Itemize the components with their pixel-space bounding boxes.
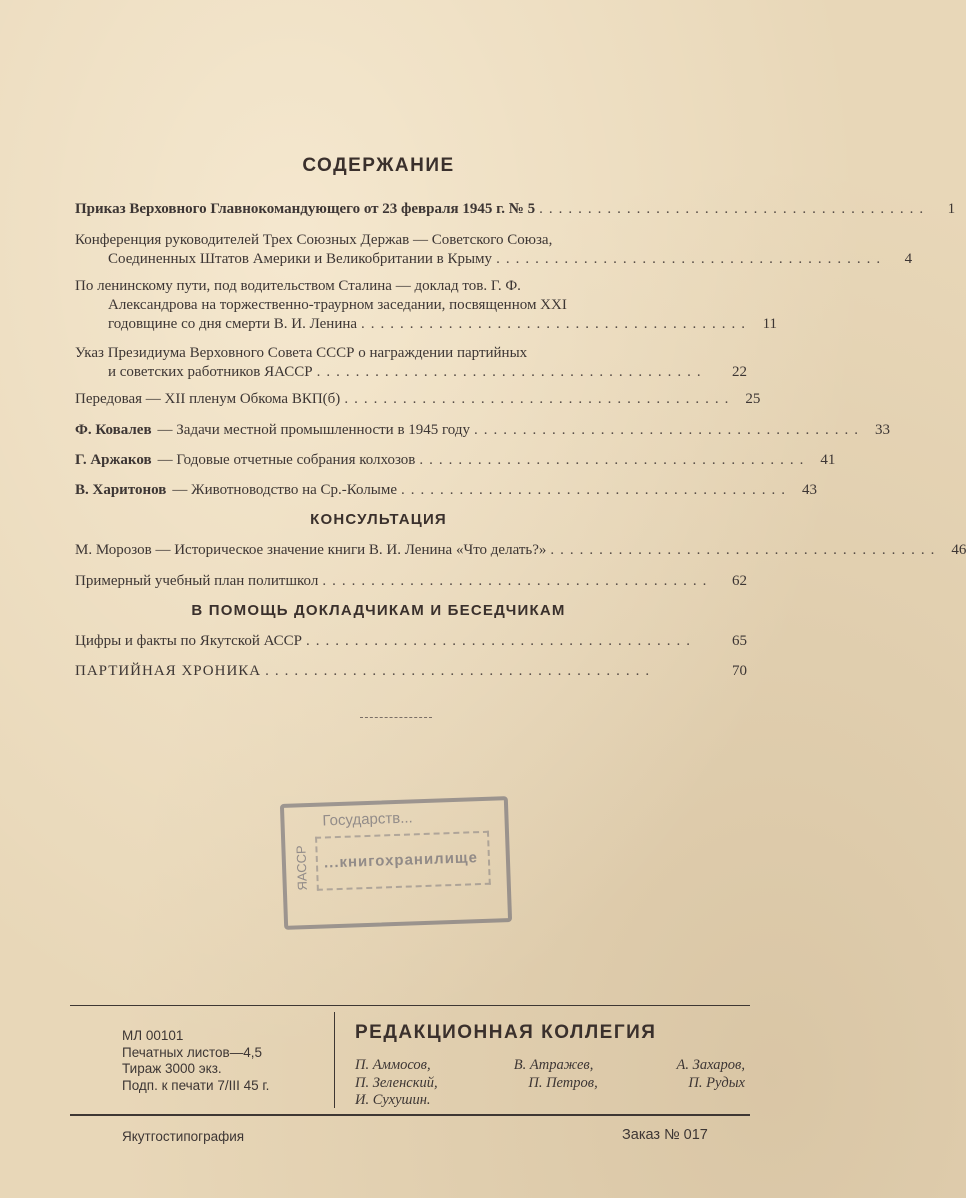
leader-dots: ........................................ [419, 452, 810, 468]
imprint-sheets: Печатных листов—4,5 [122, 1044, 262, 1060]
toc-entry [75, 572, 747, 591]
leader-dots: ........................................ [361, 316, 752, 332]
entry-author: Г. Аржаков [75, 452, 152, 468]
leader-dots: ........................................ [265, 663, 656, 679]
leader-dots: ........................................ [401, 482, 792, 498]
toc-entry [75, 421, 891, 440]
entry-text: М. Морозов — Историческое значение книги В. И. Ленина «Что делать?» [75, 542, 547, 558]
page-number: 62 [732, 573, 747, 589]
entry-text: Соединенных Штатов Америки и Великобритании в Крыму [108, 251, 493, 267]
leader-dots: ........................................ [316, 364, 707, 380]
toc-entry [75, 344, 747, 382]
entry-text: Указ Президиума Верховного Совета СССР о награждении партийных [75, 345, 528, 361]
order-number: Заказ № 017 [622, 1127, 708, 1143]
entry-text: Передовая — XII пленум Обкома ВКП(б) [75, 391, 341, 407]
leader-dots: ........................................ [550, 542, 941, 558]
entry-author: Ф. Ковалев [75, 422, 152, 438]
page-number: 33 [875, 422, 891, 438]
library-stamp [280, 796, 512, 930]
editorial-board-members [355, 1057, 745, 1110]
imprint-code: МЛ 00101 [122, 1028, 184, 1043]
toc-entry [75, 541, 966, 560]
board-member: П. Аммосов, [355, 1057, 431, 1073]
stamp-side-text: ЯАССР [293, 845, 310, 891]
entry-text: ПАРТИЙНАЯ ХРОНИКА [75, 663, 262, 679]
entry-text: и советских работников ЯАССР [108, 364, 313, 380]
leader-dots: ........................................ [539, 201, 930, 217]
printer-name: Якутгостипография [122, 1129, 245, 1144]
separator-line [360, 717, 432, 718]
toc-entry [75, 481, 818, 500]
board-member: В. Атражев, [513, 1057, 594, 1073]
page-number: 1 [947, 201, 956, 217]
page-number: 4 [904, 251, 913, 267]
leader-dots: ........................................ [322, 573, 713, 589]
entry-text: Цифры и факты по Якутской АССР [75, 633, 303, 649]
editorial-board-title: РЕДАКЦИОННАЯ КОЛЛЕГИЯ [355, 1022, 657, 1043]
toc-entry [75, 632, 747, 651]
entry-text: Приказ Верховного Главнокомандующего от 23 февраля 1945 г. № 5 [75, 201, 536, 217]
page-number: 70 [732, 663, 747, 679]
toc-entry [75, 200, 956, 219]
entry-text: По ленинскому пути, под водительством Сталина — доклад тов. Г. Ф. [75, 278, 521, 294]
toc-entry [75, 390, 761, 409]
leader-dots: ........................................ [496, 251, 887, 267]
board-member: П. Петров, [528, 1074, 598, 1091]
page-number: 41 [820, 452, 836, 468]
board-member: И. Сухушин. [355, 1092, 431, 1108]
page-number: 46 [951, 542, 966, 558]
entry-text: — Задачи местной промышленности в 1945 году [157, 422, 471, 438]
page-number: 11 [762, 316, 778, 332]
entry-text: Примерный учебный план политшкол [75, 573, 319, 589]
section-heading: В ПОМОЩЬ ДОКЛАДЧИКАМ И БЕСЕДЧИКАМ [191, 602, 566, 619]
section-heading: КОНСУЛЬТАЦИЯ [310, 511, 447, 528]
page-number: 25 [745, 391, 761, 407]
entry-author: В. Харитонов [75, 482, 167, 498]
imprint-details [122, 1028, 332, 1094]
toc-entry [75, 451, 836, 470]
toc-title: СОДЕРЖАНИЕ [302, 155, 455, 176]
imprint-bottom-rule [70, 1114, 750, 1116]
imprint-top-rule [70, 1005, 750, 1006]
toc-entry [75, 231, 913, 269]
imprint-divider [334, 1012, 335, 1108]
entry-text: Александрова на торжественно-траурном заседании, посвященном XXI [108, 297, 567, 313]
board-member: П. Рудых [688, 1074, 745, 1091]
leader-dots: ........................................ [344, 391, 735, 407]
board-member: А. Захаров, [676, 1057, 745, 1073]
page-number: 43 [802, 482, 818, 498]
leader-dots: ........................................ [474, 422, 865, 438]
toc-entry [75, 662, 747, 681]
entry-text: годовщине со дня смерти В. И. Ленина [108, 316, 358, 332]
stamp-middle-text: ...книгохранилище [323, 849, 479, 872]
entry-text: — Годовые отчетные собрания колхозов [157, 452, 416, 468]
imprint-signed-date: Подп. к печати 7/III 45 г. [122, 1077, 270, 1093]
entry-text: — Животноводство на Ср.-Колыме [172, 482, 398, 498]
board-member: П. Зеленский, [355, 1074, 438, 1091]
entry-text: Конференция руководителей Трех Союзных Держав — Советского Союза, [75, 232, 553, 248]
leader-dots: ........................................ [306, 633, 697, 649]
stamp-top-text: Государств... [322, 809, 413, 830]
toc-entry [75, 277, 778, 334]
imprint-print-run: Тираж 3000 экз. [122, 1061, 222, 1076]
page-number: 22 [732, 364, 747, 380]
page-number: 65 [732, 633, 747, 649]
